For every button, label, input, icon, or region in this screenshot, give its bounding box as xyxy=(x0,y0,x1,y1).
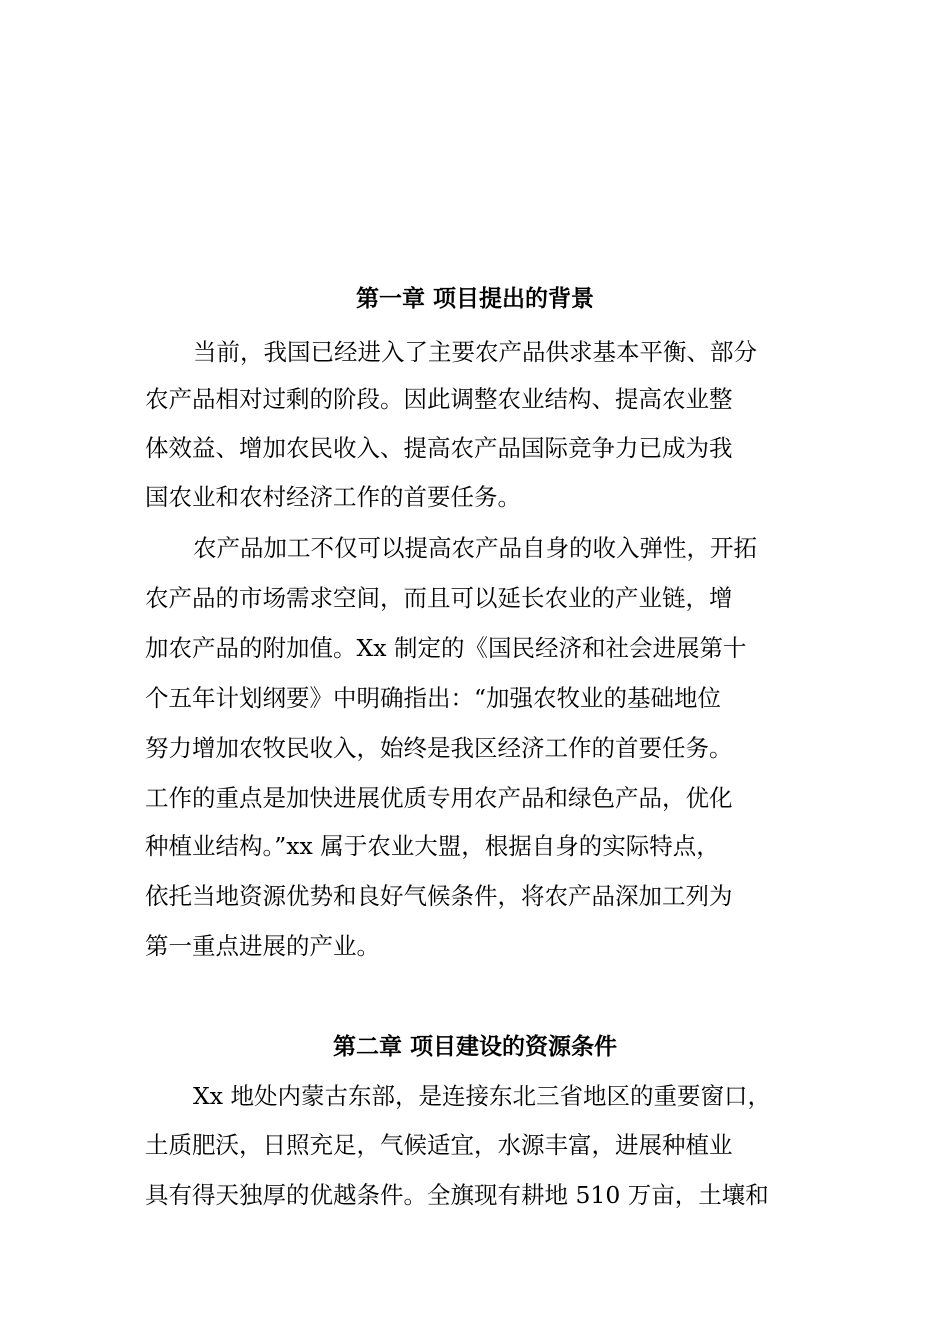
chapter-2-para-1-line-3: 具有得天独厚的优越条件。全旗现有耕地 510 万亩，土壤和 xyxy=(145,1181,769,1209)
chapter-1-title: 第一章 项目提出的背景 xyxy=(355,285,594,312)
chapter-1-para-2-line-1: 农产品加工不仅可以提高农产品自身的收入弹性，开拓 xyxy=(193,534,757,562)
chapter-2-title: 第二章 项目建设的资源条件 xyxy=(332,1033,617,1060)
chapter-2-para-1-line-2: 土质肥沃，日照充足，气候适宜，水源丰富，进展种植业 xyxy=(145,1131,733,1159)
chapter-1-para-2-line-5: 努力增加农牧民收入，始终是我区经济工作的首要任务。 xyxy=(145,734,733,762)
chapter-1-para-1-line-3: 体效益、增加农民收入、提高农产品国际竞争力已成为我 xyxy=(145,434,733,462)
chapter-1-para-2-line-8: 依托当地资源优势和良好气候条件，将农产品深加工列为 xyxy=(145,882,733,910)
chapter-1-para-2-line-2: 农产品的市场需求空间，而且可以延长农业的产业链，增 xyxy=(145,584,733,612)
chapter-1-para-2-line-4: 个五年计划纲要》中明确指出：“加强农牧业的基础地位 xyxy=(145,684,722,712)
chapter-1-para-2-line-3: 加农产品的附加值。Xx 制定的《国民经济和社会进展第十 xyxy=(145,634,747,662)
chapter-1-para-2-line-6: 工作的重点是加快进展优质专用农产品和绿色产品，优化 xyxy=(145,784,733,812)
chapter-1-para-1-line-4: 国农业和农村经济工作的首要任务。 xyxy=(145,483,521,511)
chapter-1-para-1-line-2: 农产品相对过剩的阶段。因此调整农业结构、提高农业整 xyxy=(145,385,733,413)
chapter-1-para-2-line-9: 第一重点进展的产业。 xyxy=(145,932,380,960)
chapter-1-para-2-line-7: 种植业结构。”xx 属于农业大盟，根据自身的实际特点， xyxy=(145,832,720,860)
chapter-1-para-1-line-1: 当前，我国已经进入了主要农产品供求基本平衡、部分 xyxy=(193,338,757,366)
chapter-2-para-1-line-1: Xx 地处内蒙古东部，是连接东北三省地区的重要窗口， xyxy=(193,1082,771,1110)
